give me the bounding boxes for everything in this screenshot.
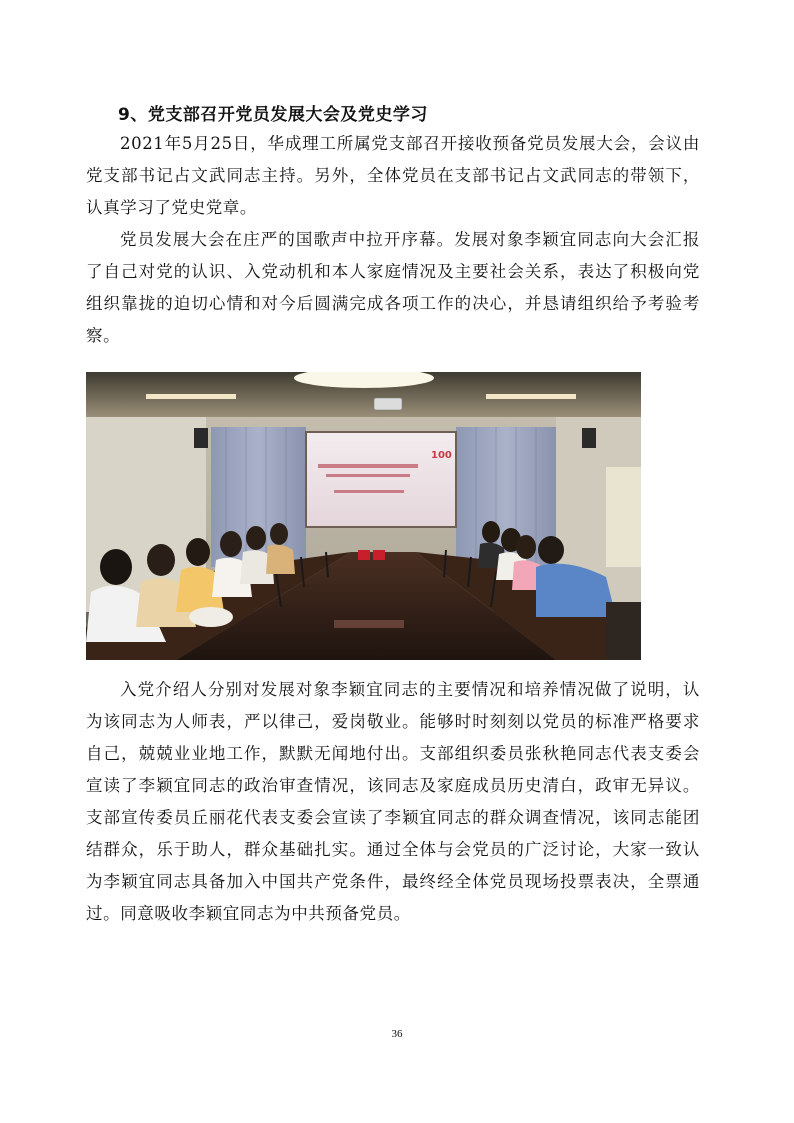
svg-text:100: 100 (431, 450, 452, 461)
meeting-photo (86, 372, 641, 660)
paragraph-meeting-opening: 党员发展大会在庄严的国歌声中拉开序幕。发展对象李颖宜同志向大会汇报了自己对党的认识、入党动机和本人家庭情况及主要社会关系，表达了积极向党组织靠拢的迫切心情和对今后圆满完成各项工作的决心，并恳请组织给予考验考察。 (86, 230, 700, 345)
page-number: 36 (391, 1028, 403, 1040)
paragraph-meeting-intro: 2021年5月25日，华成理工所属党支部召开接收预备党员发展大会，会议由党支部书记占文武同志主持。另外，全体党员在支部书记占文武同志的带领下，认真学习了党史党章。 (86, 134, 700, 217)
paragraph-meeting-evaluation: 入党介绍人分别对发展对象李颖宜同志的主要情况和培养情况做了说明，认为该同志为人师表，严以律己，爱岗敬业。能够时时刻刻以党员的标准严格要求自己，兢兢业业地工作，默默无闻地付出。支部组织委员张秋艳同志代表支委会宣读了李颖宜同志的政治审查情况，该同志及家庭成员历史清白，政审无异议。支部宣传委员丘丽花代表支委会宣读了李颖宜同志的群众调查情况，该同志能团结群众，乐于助人，群众基础扎实。通过全体与会党员的广泛讨论，大家一致认为李颖宜同志具备加入中国共产党条件，最终经全体党员现场投票表决，全票通过。同意吸收李颖宜同志为中共预备党员。 (86, 680, 700, 923)
section-heading: 9、党支部召开党员发展大会及党史学习 (118, 105, 428, 125)
